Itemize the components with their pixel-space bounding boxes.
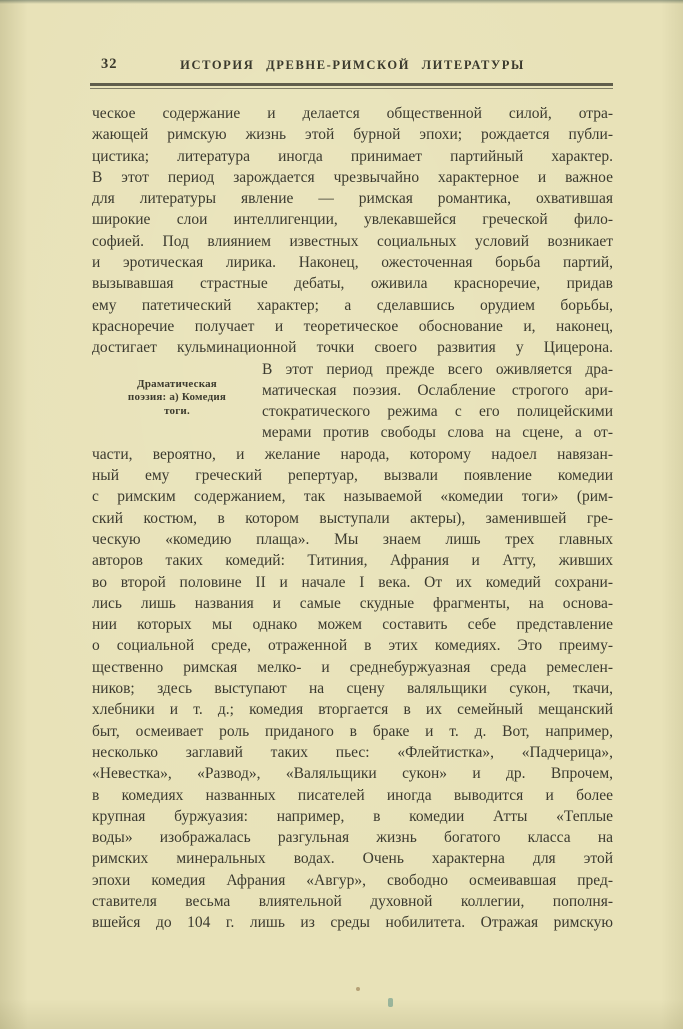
- header-rule: [90, 83, 613, 89]
- text-line: «Невестка», «Развод», «Валяльщики сукон» и др. Впрочем,: [92, 765, 613, 783]
- text-line: для литературы явление — римская романтика, охватившая: [92, 190, 613, 208]
- text-line: части, вероятно, и желание народа, которому надоел навязан-: [92, 445, 613, 463]
- text-line: быт, осмеивает роль приданого в браке и т. д. Вот, например,: [92, 722, 613, 740]
- text-line: о социальной среде, отраженной в этих комедиях. Это преиму-: [92, 637, 613, 655]
- text-line: хлебники и т. д.; комедия вторгается в их семейный мещанский: [92, 701, 613, 719]
- text-line: Драматическая: [137, 377, 217, 390]
- text-line: ческое содержание и делается общественной силой, отра-: [92, 105, 613, 122]
- text-line: щественно римская мелко- и среднебуржуазная среда ремеслен-: [92, 658, 613, 676]
- text-line: нии которых мы однако можем составить себе представление: [92, 616, 613, 634]
- text-line: римских минеральных водах. Очень характерна для этой: [92, 850, 613, 868]
- text-line: эпохи комедия Афрания «Авгур», свободно осмеивавшая пред-: [92, 871, 613, 889]
- text-line: с римским содержанием, так называемой «комедии тоги» (рим-: [92, 488, 613, 506]
- text-line: лись лишь названия и самые скудные фрагменты, на основа-: [92, 594, 613, 612]
- text-line: вызывавшая страстные дебаты, оживила красноречие, придав: [92, 275, 613, 293]
- text-line: авторов таких комедий: Титиния, Афрания и Атту, живших: [92, 552, 613, 570]
- text-line: красноречие получает и теоретическое обоснование и, наконец,: [92, 317, 613, 335]
- text-line: софией. Под влиянием известных социальных условий возникает: [92, 232, 613, 250]
- text-line: цистика; литература иногда принимает партийный характер.: [92, 147, 613, 165]
- running-title: ИСТОРИЯ ДРЕВНЕ-РИМСКОЙ ЛИТЕРАТУРЫ: [180, 58, 525, 72]
- page-number: 32: [101, 56, 118, 72]
- text-line: В этот период зарождается чрезвычайно характерное и важное: [92, 168, 613, 186]
- text-line: крупная буржуазия: например, в комедии Атты «Теплые: [92, 807, 613, 825]
- text-line: и эротическая лирика. Наконец, ожесточенная борьба партий,: [92, 254, 613, 272]
- paragraph-full-lines: [92, 444, 613, 934]
- text-line: поэзия: а) Комедия: [127, 391, 227, 404]
- paper-speck-brown: [356, 987, 360, 991]
- text-line: вшейся до 104 г. лишь из среды нобилитета. Отражая римскую: [92, 914, 613, 932]
- paragraph-comedy-togata: [92, 359, 613, 934]
- text-line: широкие слои интеллигенции, увлекавшейся греческой фило-: [92, 211, 613, 229]
- text-line: несколько заглавий таких пьес: «Флейтистка», «Падчерица»,: [92, 743, 613, 761]
- text-line: ский костюм, в котором выступали актеры), заменившей гре-: [92, 509, 613, 527]
- text-line: тоги.: [164, 404, 190, 417]
- text-line: ческую «комедию плаща». Мы знаем лишь трех главных: [92, 530, 613, 548]
- text-line: матическая поэзия. Ослабление строгого ари-: [262, 381, 613, 399]
- text-line: достигает кульминационной точки своего развития у Цицерона.: [92, 339, 613, 357]
- text-line: стократического режима с его полицейскими: [262, 403, 613, 421]
- text-line: воды» изображалась разгульная жизнь богатого класса на: [92, 829, 613, 847]
- header-rule-thick: [90, 83, 613, 86]
- text-line: в комедиях названных писателей иногда выводится и более: [92, 786, 613, 804]
- paper-speck-teal: [388, 998, 393, 1007]
- text-line: мерами против свободы слова на сцене, а от-: [262, 424, 613, 442]
- text-line: В этот период прежде всего оживляется дра-: [262, 360, 613, 378]
- text-line: жающей римскую жизнь этой бурной эпохи; рождается публи-: [92, 126, 613, 144]
- text-line: ставителя весьма влиятельной духовной коллегии, пополня-: [92, 892, 613, 910]
- paragraph-indented-lines: [262, 359, 613, 444]
- page-header: [92, 56, 613, 78]
- body-text: [92, 103, 613, 934]
- text-line: ему патетический характер; а сделавшись орудием борьбы,: [92, 296, 613, 314]
- text-line: ный ему греческий репертуар, вызвали появление комедии: [92, 467, 613, 485]
- text-line: во второй половине II и начале I века. От их комедий сохрани-: [92, 573, 613, 591]
- margin-note: [98, 378, 256, 419]
- header-rule-thin: [90, 88, 613, 89]
- paragraph-continuation: [92, 103, 613, 359]
- text-line: ников; здесь выступают на сцену валяльщики сукон, ткачи,: [92, 680, 613, 698]
